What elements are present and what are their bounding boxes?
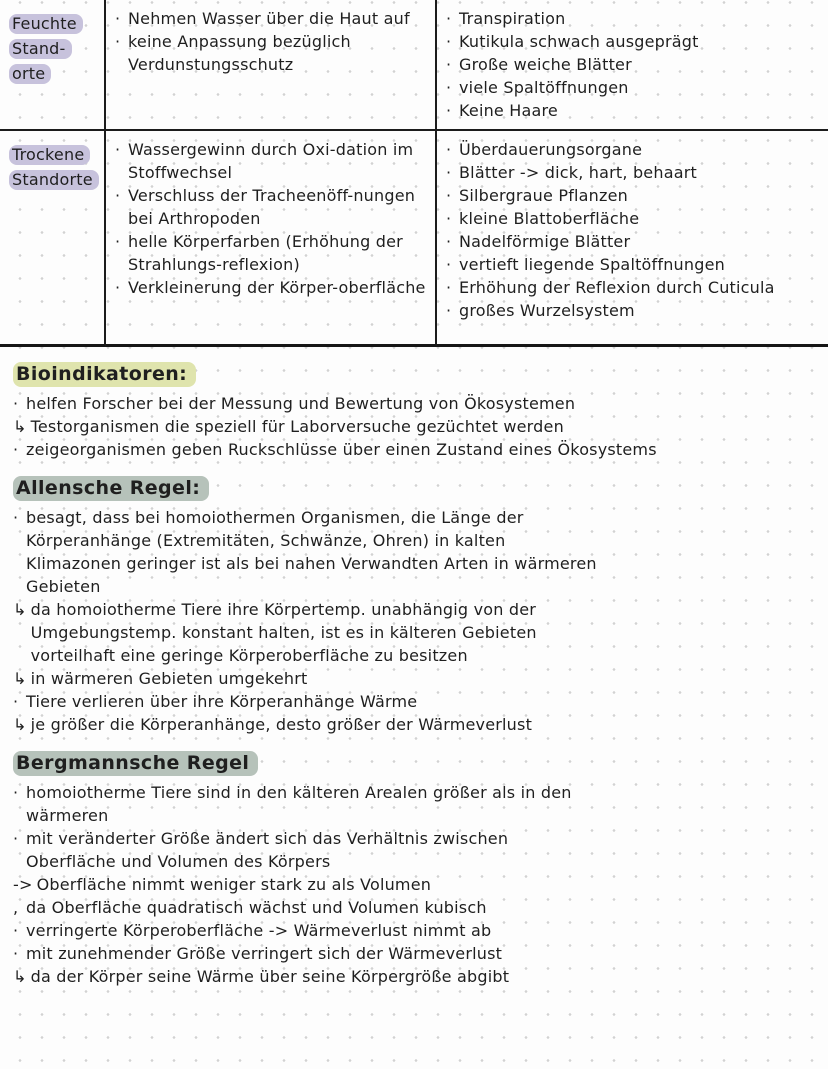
note-text: Blätter -> dick, hart, behaart xyxy=(459,163,697,182)
bullet-marker: · xyxy=(446,278,452,297)
line-marker: · xyxy=(13,829,19,848)
bullet-marker: · xyxy=(115,186,121,205)
line-text: mit veränderter Größe ändert sich das Verhältnis zwischen Oberfläche und Volumen des Körpers xyxy=(26,829,509,871)
note-text: Große weiche Blätter xyxy=(459,55,632,74)
note-text: helle Körperfarben (Erhöhung der Strahlungs-reflexion) xyxy=(128,232,403,274)
note-line xyxy=(115,184,427,230)
section-title: Bergmannsche Regel xyxy=(13,751,258,776)
note-text: Keine Haare xyxy=(459,101,558,120)
note-line xyxy=(115,7,427,30)
line-text: zeigeorganismen geben Ruckschlüsse über einen Zustand eines Ökosystems xyxy=(26,440,657,459)
note-line xyxy=(13,942,597,965)
note-text: keine Anpassung bezüglich Verdunstungsschutz xyxy=(128,32,351,74)
note-line xyxy=(446,99,820,122)
note-text: Kutikula schwach ausgeprägt xyxy=(459,32,699,51)
line-marker: -> xyxy=(13,875,33,894)
header-line xyxy=(9,11,96,36)
section-title-row xyxy=(13,476,818,506)
note-text: Wassergewinn durch Oxi-dation im Stoffwechsel xyxy=(128,140,414,182)
bullet-marker: · xyxy=(446,232,452,251)
note-line xyxy=(446,76,820,99)
note-line xyxy=(13,713,597,736)
note-text: Silbergraue Pflanzen xyxy=(459,186,629,205)
note-line xyxy=(446,299,820,322)
line-marker: ↳ xyxy=(13,669,27,688)
bullet-marker: · xyxy=(115,140,121,159)
feuchte-merkmale-tiere-cell xyxy=(106,0,437,131)
note-text: Verkleinerung der Körper-oberfläche xyxy=(128,278,426,297)
line-text: je größer die Körperanhänge, desto größer der Wärmeverlust xyxy=(30,715,533,734)
note-line xyxy=(13,781,597,827)
highlighted-header-text: Stand- xyxy=(9,39,72,59)
note-text: Transpiration xyxy=(459,9,566,28)
bullet-marker: · xyxy=(446,101,452,120)
line-marker: · xyxy=(13,508,19,527)
note-line xyxy=(13,667,597,690)
line-marker: ↳ xyxy=(13,715,27,734)
line-marker: ↳ xyxy=(13,967,27,986)
bullet-marker: · xyxy=(446,163,452,182)
line-text: Testorganismen die speziell für Laborversuche gezüchtet werden xyxy=(30,417,564,436)
header-line xyxy=(9,167,96,192)
line-text: Tiere verlieren über ihre Körperanhänge Wärme xyxy=(26,692,418,711)
note-line xyxy=(115,138,427,184)
row-header-trockene-standorte xyxy=(0,131,106,347)
section-allensche-regel xyxy=(13,476,818,736)
bullet-marker: · xyxy=(446,78,452,97)
line-text: da der Körper seine Wärme über seine Körpergröße abgibt xyxy=(30,967,510,986)
header-line xyxy=(9,61,96,86)
line-text: besagt, dass bei homoiothermen Organismen, die Länge der Körperanhänge (Extremitäten, Schwänze, Ohren) in kalten Klimazonen geringer ist als bei nahen Verwandten Arten in wärmeren Gebieten xyxy=(26,508,597,596)
adaptation-table xyxy=(0,0,828,347)
line-text: helfen Forscher bei der Messung und Bewertung von Ökosystemen xyxy=(26,394,576,413)
note-line xyxy=(13,392,739,415)
note-line xyxy=(446,276,820,299)
section-items xyxy=(13,392,818,461)
header-line xyxy=(9,36,96,61)
bullet-marker: · xyxy=(446,209,452,228)
section-bergmannsche-regel xyxy=(13,751,818,988)
bullet-marker: · xyxy=(446,255,452,274)
note-line xyxy=(13,415,739,438)
bullet-marker: · xyxy=(446,9,452,28)
note-line xyxy=(13,598,597,667)
line-marker: , xyxy=(13,898,19,917)
note-text: großes Wurzelsystem xyxy=(459,301,635,320)
line-marker: · xyxy=(13,921,19,940)
note-line xyxy=(13,438,739,461)
note-text: Verschluss der Tracheenöff-nungen bei Arthropoden xyxy=(128,186,416,228)
line-text: mit zunehmender Größe verringert sich der Wärmeverlust xyxy=(26,944,503,963)
feuchte-merkmale-pflanzen-cell xyxy=(437,0,828,131)
bullet-marker: · xyxy=(446,32,452,51)
note-text: Nadelförmige Blätter xyxy=(459,232,631,251)
bullet-marker: · xyxy=(115,32,121,51)
note-line xyxy=(446,184,820,207)
note-line xyxy=(13,690,597,713)
note-text: Nehmen Wasser über die Haut auf xyxy=(128,9,410,28)
line-text: Oberfläche nimmt weniger stark zu als Volumen xyxy=(36,875,432,894)
trockene-merkmale-tiere-cell xyxy=(106,131,437,347)
notes-sections xyxy=(0,347,828,988)
note-line xyxy=(446,7,820,30)
section-title-row xyxy=(13,751,818,781)
note-line xyxy=(13,896,597,919)
note-text: Überdauerungsorgane xyxy=(459,140,643,159)
header-line xyxy=(9,142,96,167)
bullet-marker: · xyxy=(446,186,452,205)
line-marker: ↳ xyxy=(13,417,27,436)
bullet-marker: · xyxy=(446,301,452,320)
bullet-marker: · xyxy=(446,55,452,74)
trockene-merkmale-pflanzen-cell xyxy=(437,131,828,347)
note-line xyxy=(446,161,820,184)
note-line xyxy=(115,30,427,76)
line-text: in wärmeren Gebieten umgekehrt xyxy=(30,669,308,688)
note-text: kleine Blattoberfläche xyxy=(459,209,640,228)
row-header-feuchte-standorte xyxy=(0,0,106,131)
line-marker: · xyxy=(13,394,19,413)
section-title: Bioindikatoren: xyxy=(13,362,196,387)
note-line xyxy=(13,506,597,598)
line-text: da Oberfläche quadratisch wächst und Volumen kubisch xyxy=(26,898,487,917)
note-line xyxy=(446,53,820,76)
line-text: verringerte Körperoberfläche -> Wärmeverlust nimmt ab xyxy=(26,921,492,940)
note-line xyxy=(115,230,427,276)
bullet-marker: · xyxy=(115,232,121,251)
note-line xyxy=(446,30,820,53)
note-line xyxy=(13,827,597,873)
note-line xyxy=(13,873,597,896)
line-marker: · xyxy=(13,692,19,711)
highlighted-header-text: Standorte xyxy=(9,170,99,190)
bullet-marker: · xyxy=(115,9,121,28)
highlighted-header-text: Trockene xyxy=(9,145,90,165)
note-text: viele Spaltöffnungen xyxy=(459,78,629,97)
line-marker: · xyxy=(13,440,19,459)
line-marker: · xyxy=(13,783,19,802)
bullet-marker: · xyxy=(115,278,121,297)
section-items xyxy=(13,506,818,736)
note-line xyxy=(13,965,597,988)
note-line xyxy=(446,138,820,161)
line-text: homoiotherme Tiere sind in den kälteren Arealen größer als in den wärmeren xyxy=(26,783,572,825)
section-title-row xyxy=(13,362,818,392)
line-marker: · xyxy=(13,944,19,963)
section-title: Allensche Regel: xyxy=(13,476,209,501)
note-line xyxy=(446,230,820,253)
line-marker: ↳ xyxy=(13,600,27,619)
section-bioindikatoren xyxy=(13,362,818,461)
line-text: da homoiotherme Tiere ihre Körpertemp. unabhängig von der Umgebungstemp. konstant halten, ist es in kälteren Gebieten vorteilhaft eine geringe Körperoberfläche zu besitzen xyxy=(30,600,537,665)
note-line xyxy=(13,919,597,942)
highlighted-header-text: Feuchte xyxy=(9,14,83,34)
note-line xyxy=(115,276,427,299)
note-text: vertieft liegende Spaltöffnungen xyxy=(459,255,725,274)
highlighted-header-text: orte xyxy=(9,64,51,84)
section-items xyxy=(13,781,818,988)
note-line xyxy=(446,253,820,276)
note-line xyxy=(446,207,820,230)
note-text: Erhöhung der Reflexion durch Cuticula xyxy=(459,278,775,297)
bullet-marker: · xyxy=(446,140,452,159)
